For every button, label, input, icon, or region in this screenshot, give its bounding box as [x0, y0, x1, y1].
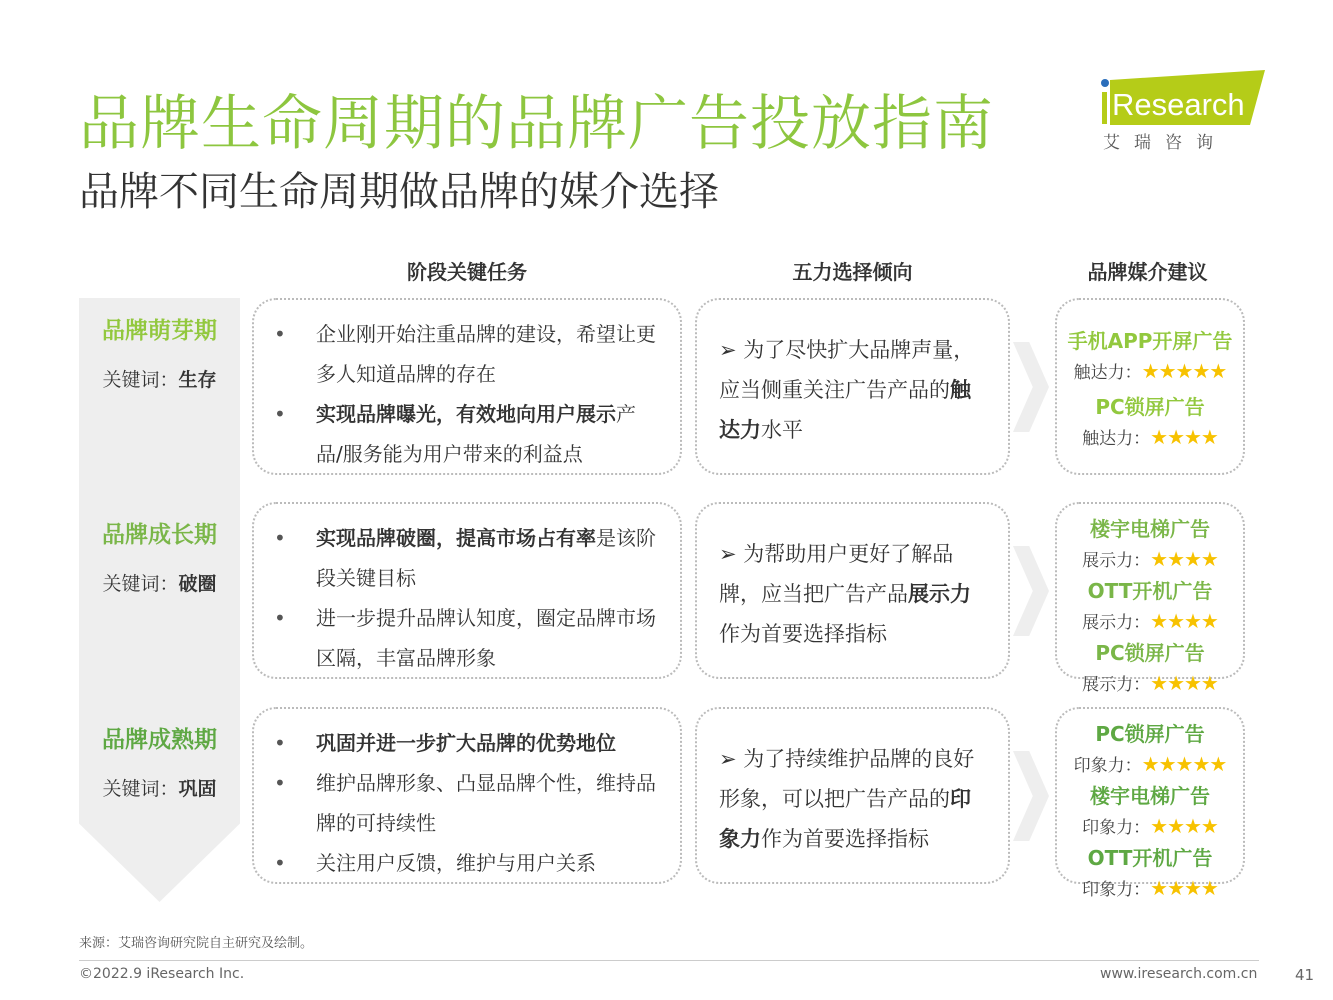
- website-link[interactable]: www.iresearch.com.cn: [1100, 966, 1258, 982]
- force-box: [695, 707, 1010, 884]
- stage-name: 品牌萌芽期: [102, 318, 217, 344]
- media-rating: [1057, 422, 1243, 454]
- stage-label: [79, 312, 240, 392]
- force-text-end: 作为首要选择指标: [761, 827, 929, 851]
- rating-label: 展示力：: [1082, 613, 1151, 633]
- keyword-value: 生存: [178, 369, 217, 391]
- media-box: [1055, 298, 1245, 475]
- star-rating-icon: ★★★★: [1150, 876, 1218, 900]
- task-text: 企业刚开始注重品牌的建设，希望让更多人知道品牌的存在: [316, 322, 656, 386]
- media-name: OTT开机广告: [1087, 846, 1213, 870]
- tasks-box: [252, 502, 682, 679]
- media-box: [1055, 502, 1245, 695]
- task-item: [274, 763, 660, 843]
- media-name: OTT开机广告: [1087, 579, 1213, 603]
- force-highlight: 触达力: [719, 378, 971, 442]
- media-name: PC锁屏广告: [1095, 395, 1205, 419]
- svg-text:Research: Research: [1112, 87, 1245, 122]
- force-text: 为了尽快扩大品牌声量，应当侧重关注广告产品的: [719, 338, 975, 402]
- star-rating-icon: ★★★★★: [1141, 752, 1227, 776]
- page-subtitle: 品牌不同生命周期做品牌的媒介选择: [79, 169, 719, 215]
- column-header-media: 品牌媒介建议: [1087, 260, 1208, 284]
- tasks-box: [252, 298, 682, 475]
- chevron-right-icon: [1013, 546, 1049, 636]
- task-text: 关注用户反馈，维护与用户关系: [316, 851, 596, 875]
- arrow-bullet-icon: ➢: [719, 542, 744, 566]
- arrow-bullet-icon: ➢: [719, 747, 744, 771]
- iresearch-logo: [1100, 70, 1265, 155]
- task-item: [274, 394, 660, 474]
- force-box: [695, 298, 1010, 475]
- task-text: 实现品牌曝光，有效地向用户展示: [316, 402, 616, 426]
- task-text: 实现品牌破圈，提高市场占有率: [316, 526, 596, 550]
- source-note: 来源：艾瑞咨询研究院自主研究及绘制。: [79, 936, 314, 951]
- stage-name: 品牌成熟期: [102, 727, 217, 753]
- star-rating-icon: ★★★★: [1150, 814, 1218, 838]
- svg-text:艾瑞咨询: 艾瑞咨询: [1103, 133, 1227, 153]
- task-item: [274, 723, 660, 763]
- force-text-end: 水平: [761, 418, 803, 442]
- task-text: 维护品牌形象、凸显品牌个性，维持品牌的可持续性: [316, 771, 656, 835]
- column-header-tasks: 阶段关键任务: [407, 260, 527, 284]
- column-header-forces: 五力选择倾向: [792, 260, 913, 284]
- stage-keyword: [79, 774, 240, 801]
- star-rating-icon: ★★★★: [1150, 671, 1218, 695]
- task-item: [274, 518, 660, 598]
- media-rating: [1057, 811, 1243, 843]
- star-rating-icon: ★★★★: [1150, 609, 1218, 633]
- rating-label: 印象力：: [1082, 880, 1151, 900]
- media-name: 楼宇电梯广告: [1090, 784, 1210, 808]
- star-rating-icon: ★★★★: [1150, 425, 1218, 449]
- task-text: 进一步提升品牌认知度，圈定品牌市场区隔，丰富品牌形象: [316, 606, 656, 670]
- chevron-right-icon: [1013, 751, 1049, 841]
- media-rating: [1057, 606, 1243, 638]
- star-rating-icon: ★★★★★: [1141, 359, 1227, 383]
- page-title: 品牌生命周期的品牌广告投放指南: [79, 89, 994, 159]
- media-rating: [1057, 873, 1243, 905]
- task-item: [274, 598, 660, 678]
- media-name: PC锁屏广告: [1095, 722, 1205, 746]
- footer-divider: [79, 960, 1259, 961]
- media-box: [1055, 707, 1245, 900]
- rating-label: 触达力：: [1073, 363, 1142, 383]
- stage-label: [79, 516, 240, 596]
- force-highlight: 印象力: [719, 787, 971, 851]
- media-name: 手机APP开屏广告: [1067, 329, 1233, 353]
- stage-keyword: [79, 569, 240, 596]
- media-rating: [1057, 544, 1243, 576]
- keyword-label: 关键词：: [102, 369, 179, 391]
- task-item: [274, 843, 660, 883]
- media-rating: [1057, 668, 1243, 700]
- media-name: 楼宇电梯广告: [1090, 517, 1210, 541]
- rating-label: 印象力：: [1073, 756, 1142, 776]
- force-text: 为了持续维护品牌的良好形象，可以把广告产品的: [719, 747, 975, 811]
- chevron-right-icon: [1013, 342, 1049, 432]
- stage-keyword: [79, 365, 240, 392]
- stage-label: [79, 721, 240, 801]
- task-text-rest: 产品/服务能为用户带来的利益点: [316, 402, 636, 466]
- media-rating: [1057, 749, 1243, 781]
- task-text: 巩固并进一步扩大品牌的优势地位: [316, 731, 616, 755]
- keyword-label: 关键词：: [102, 778, 179, 800]
- stage-name: 品牌成长期: [102, 522, 217, 548]
- rating-label: 展示力：: [1082, 551, 1151, 571]
- page-number: 41: [1295, 966, 1315, 984]
- force-text-end: 作为首要选择指标: [719, 622, 887, 646]
- copyright: ©2022.9 iResearch Inc.: [79, 966, 245, 982]
- rating-label: 触达力：: [1082, 429, 1151, 449]
- task-text-rest: 是该阶段关键目标: [316, 526, 656, 590]
- force-text: 为帮助用户更好了解品牌，应当把广告产品: [719, 542, 954, 606]
- media-name: PC锁屏广告: [1095, 641, 1205, 665]
- force-highlight: 展示力: [908, 582, 971, 606]
- task-item: [274, 314, 660, 394]
- force-box: [695, 502, 1010, 679]
- keyword-value: 破圈: [178, 573, 217, 595]
- tasks-box: [252, 707, 682, 884]
- keyword-value: 巩固: [178, 778, 217, 800]
- rating-label: 展示力：: [1082, 675, 1151, 695]
- media-rating: [1057, 356, 1243, 388]
- star-rating-icon: ★★★★: [1150, 547, 1218, 571]
- rating-label: 印象力：: [1082, 818, 1151, 838]
- keyword-label: 关键词：: [102, 573, 179, 595]
- arrow-bullet-icon: ➢: [719, 338, 744, 362]
